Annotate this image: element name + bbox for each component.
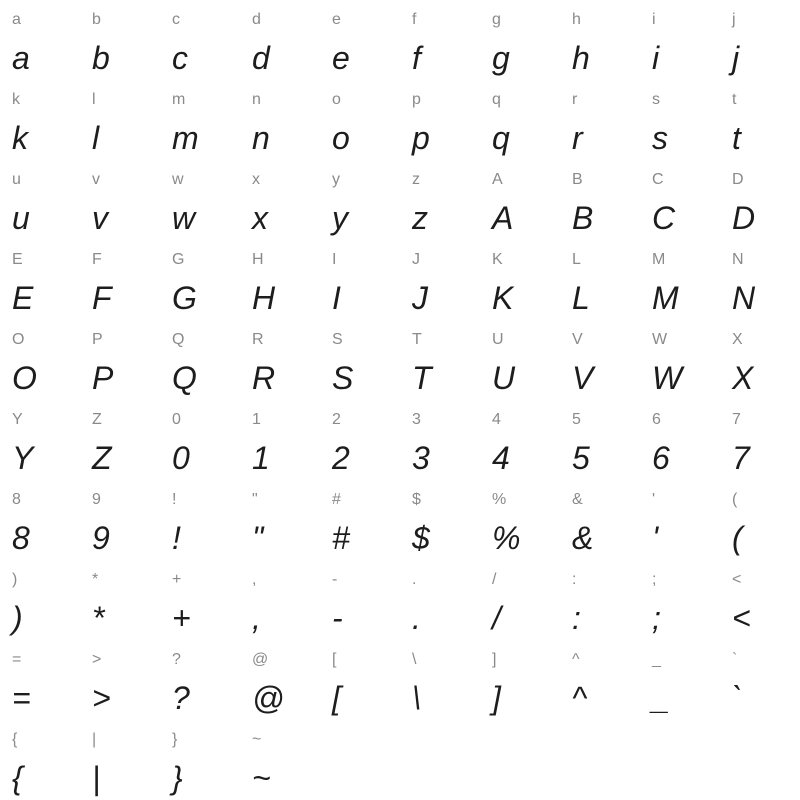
char-cell	[240, 640, 320, 720]
char-glyph: Z	[92, 440, 113, 476]
char-label: !	[172, 491, 177, 508]
char-glyph: [	[332, 680, 342, 716]
char-label: $	[412, 491, 421, 508]
char-glyph: r	[572, 120, 584, 156]
char-cell	[400, 560, 480, 640]
char-glyph: D	[732, 200, 756, 236]
char-cell	[320, 480, 400, 560]
char-label: &	[572, 491, 583, 508]
char-cell	[320, 240, 400, 320]
char-glyph: Y	[12, 440, 34, 476]
char-glyph: s	[652, 120, 669, 156]
char-glyph: V	[572, 360, 594, 396]
char-glyph: i	[652, 40, 660, 76]
char-label: A	[492, 171, 503, 188]
char-label: V	[572, 331, 583, 348]
char-cell	[240, 160, 320, 240]
char-cell	[560, 320, 640, 400]
char-glyph: Q	[172, 360, 198, 396]
char-glyph: K	[492, 280, 514, 316]
char-glyph: 0	[172, 440, 191, 476]
char-label: /	[492, 571, 497, 588]
char-glyph: ?	[172, 680, 191, 716]
char-cell	[480, 480, 560, 560]
char-glyph: `	[732, 680, 744, 716]
char-label: q	[492, 91, 501, 108]
char-cell	[160, 240, 240, 320]
char-glyph: k	[12, 120, 29, 156]
char-label: z	[412, 171, 420, 188]
char-cell	[80, 720, 160, 800]
char-cell	[160, 640, 240, 720]
char-cell	[0, 400, 80, 480]
char-label: P	[92, 331, 103, 348]
char-cell	[640, 0, 720, 80]
char-label: 3	[412, 411, 421, 428]
char-label: G	[172, 251, 185, 268]
char-glyph: +	[172, 600, 192, 636]
char-glyph: 2	[332, 440, 351, 476]
char-label: 4	[492, 411, 501, 428]
char-label: |	[92, 731, 97, 748]
char-label: 8	[12, 491, 21, 508]
char-glyph: f	[412, 40, 422, 76]
char-glyph: w	[172, 200, 196, 236]
char-label: I	[332, 251, 337, 268]
char-glyph: G	[172, 280, 198, 316]
char-label: F	[92, 251, 102, 268]
char-label: m	[172, 91, 186, 108]
char-label: b	[92, 11, 101, 28]
char-cell	[560, 240, 640, 320]
char-glyph: ,	[252, 600, 262, 636]
char-label: _	[652, 651, 661, 668]
char-cell	[640, 80, 720, 160]
char-cell	[80, 320, 160, 400]
char-label: M	[652, 251, 666, 268]
char-label: r	[572, 91, 578, 108]
char-glyph: }	[172, 760, 184, 796]
char-label: (	[732, 491, 738, 508]
char-cell	[80, 560, 160, 640]
char-label: w	[172, 171, 184, 188]
char-cell	[560, 0, 640, 80]
char-glyph: I	[332, 280, 342, 316]
char-label: i	[652, 11, 656, 28]
char-label: ^	[572, 651, 580, 668]
char-cell	[320, 400, 400, 480]
char-label: {	[12, 731, 18, 748]
char-glyph: H	[252, 280, 276, 316]
char-label: 5	[572, 411, 581, 428]
char-glyph: q	[492, 120, 511, 156]
char-glyph: &	[572, 520, 594, 556]
char-glyph: -	[332, 600, 344, 636]
char-label: p	[412, 91, 421, 108]
char-cell	[720, 480, 800, 560]
char-label: `	[732, 651, 738, 668]
char-glyph: a	[12, 40, 31, 76]
char-cell	[80, 80, 160, 160]
char-cell	[240, 80, 320, 160]
char-label: g	[492, 11, 501, 28]
char-cell	[400, 240, 480, 320]
char-cell	[560, 480, 640, 560]
char-glyph: {	[12, 760, 24, 796]
char-glyph: <	[732, 600, 752, 636]
char-glyph: :	[572, 600, 582, 636]
char-cell	[640, 480, 720, 560]
char-glyph: A	[492, 200, 514, 236]
char-label: k	[12, 91, 20, 108]
char-label: H	[252, 251, 264, 268]
char-label: O	[12, 331, 25, 348]
char-cell	[640, 320, 720, 400]
char-glyph: R	[252, 360, 276, 396]
char-glyph: L	[572, 280, 591, 316]
char-glyph: c	[172, 40, 189, 76]
char-glyph: ~	[252, 760, 272, 796]
char-cell	[80, 480, 160, 560]
char-cell	[160, 0, 240, 80]
char-cell	[560, 80, 640, 160]
char-cell	[400, 160, 480, 240]
char-label: d	[252, 11, 261, 28]
char-label: 6	[652, 411, 661, 428]
char-cell	[240, 0, 320, 80]
char-cell	[240, 560, 320, 640]
char-cell	[240, 720, 320, 800]
char-cell	[160, 480, 240, 560]
char-cell	[0, 320, 80, 400]
char-label: S	[332, 331, 343, 348]
char-glyph: .	[412, 600, 422, 636]
char-label: e	[332, 11, 341, 28]
char-cell	[640, 560, 720, 640]
char-glyph: B	[572, 200, 594, 236]
char-cell	[0, 240, 80, 320]
char-cell	[0, 480, 80, 560]
char-glyph: j	[732, 40, 740, 76]
char-glyph: '	[652, 520, 659, 556]
char-glyph: v	[92, 200, 109, 236]
char-label: D	[732, 171, 744, 188]
char-glyph: S	[332, 360, 354, 396]
char-glyph: %	[492, 520, 521, 556]
char-glyph: F	[92, 280, 113, 316]
char-glyph: p	[412, 120, 431, 156]
char-label: ;	[652, 571, 657, 588]
char-cell	[480, 640, 560, 720]
char-cell	[240, 480, 320, 560]
char-cell	[320, 160, 400, 240]
char-label: N	[732, 251, 744, 268]
char-glyph: "	[252, 520, 264, 556]
char-label: Y	[12, 411, 23, 428]
char-label: .	[412, 571, 417, 588]
char-glyph: u	[12, 200, 31, 236]
char-cell	[160, 400, 240, 480]
char-glyph: m	[172, 120, 200, 156]
char-glyph: M	[652, 280, 680, 316]
char-cell	[320, 320, 400, 400]
char-label: Q	[172, 331, 185, 348]
char-cell	[240, 400, 320, 480]
char-label: E	[12, 251, 23, 268]
char-cell	[720, 80, 800, 160]
char-cell	[320, 640, 400, 720]
char-glyph: g	[492, 40, 511, 76]
char-cell	[160, 720, 240, 800]
char-glyph: W	[652, 360, 683, 396]
char-label: o	[332, 91, 341, 108]
char-glyph: b	[92, 40, 111, 76]
char-cell	[480, 160, 560, 240]
char-cell	[720, 560, 800, 640]
char-cell	[80, 400, 160, 480]
char-label: *	[92, 571, 99, 588]
char-glyph: #	[332, 520, 351, 556]
char-glyph: ]	[492, 680, 502, 716]
char-label: %	[492, 491, 507, 508]
char-label: h	[572, 11, 581, 28]
char-glyph: C	[652, 200, 676, 236]
char-label: J	[412, 251, 420, 268]
char-glyph: _	[652, 680, 671, 716]
char-cell	[400, 480, 480, 560]
char-glyph: \	[412, 680, 422, 716]
char-glyph: O	[12, 360, 38, 396]
char-cell	[160, 560, 240, 640]
char-cell	[320, 560, 400, 640]
char-glyph: 5	[572, 440, 591, 476]
char-label: "	[252, 491, 258, 508]
char-label: X	[732, 331, 743, 348]
char-label: T	[412, 331, 422, 348]
char-cell	[400, 320, 480, 400]
char-label: =	[12, 651, 22, 668]
char-label: f	[412, 11, 417, 28]
char-cell	[560, 640, 640, 720]
char-label: 2	[332, 411, 341, 428]
char-glyph: e	[332, 40, 351, 76]
char-label: j	[732, 11, 736, 28]
char-cell	[400, 80, 480, 160]
char-label: -	[332, 571, 338, 588]
char-label: U	[492, 331, 504, 348]
char-glyph: 8	[12, 520, 31, 556]
char-label: s	[652, 91, 660, 108]
char-cell	[320, 80, 400, 160]
char-cell	[720, 160, 800, 240]
char-glyph: n	[252, 120, 271, 156]
char-cell	[400, 0, 480, 80]
char-cell	[480, 0, 560, 80]
char-cell	[640, 400, 720, 480]
char-cell	[720, 320, 800, 400]
char-label: n	[252, 91, 261, 108]
char-label: #	[332, 491, 341, 508]
char-label: +	[172, 571, 182, 588]
char-label: ,	[252, 571, 257, 588]
char-glyph: @	[252, 680, 285, 716]
char-glyph: 9	[92, 520, 111, 556]
char-cell	[480, 560, 560, 640]
char-cell	[720, 640, 800, 720]
char-cell	[160, 320, 240, 400]
char-glyph: z	[412, 200, 429, 236]
char-glyph: *	[92, 600, 105, 636]
char-cell	[80, 240, 160, 320]
char-label: c	[172, 11, 180, 28]
char-cell	[0, 160, 80, 240]
char-label: :	[572, 571, 577, 588]
char-glyph: 7	[732, 440, 751, 476]
char-cell	[400, 400, 480, 480]
char-cell	[320, 0, 400, 80]
char-glyph: =	[12, 680, 32, 716]
char-cell	[720, 0, 800, 80]
char-cell	[0, 0, 80, 80]
char-cell	[560, 400, 640, 480]
char-label: t	[732, 91, 737, 108]
char-cell	[640, 640, 720, 720]
char-label: >	[92, 651, 102, 668]
char-cell	[640, 240, 720, 320]
char-label: C	[652, 171, 664, 188]
char-glyph: h	[572, 40, 591, 76]
char-glyph: P	[92, 360, 114, 396]
char-glyph: 4	[492, 440, 511, 476]
char-glyph: ;	[652, 600, 662, 636]
char-label: Z	[92, 411, 102, 428]
char-label: 9	[92, 491, 101, 508]
char-label: )	[12, 571, 18, 588]
char-glyph: !	[172, 520, 182, 556]
char-label: ?	[172, 651, 181, 668]
char-label: L	[572, 251, 581, 268]
char-cell	[480, 240, 560, 320]
char-glyph: /	[492, 600, 502, 636]
char-label: \	[412, 651, 417, 668]
char-label: K	[492, 251, 503, 268]
char-label: @	[252, 651, 269, 668]
char-glyph: (	[732, 520, 744, 556]
char-cell	[0, 640, 80, 720]
char-cell	[480, 80, 560, 160]
char-cell	[640, 160, 720, 240]
char-cell	[160, 160, 240, 240]
char-cell	[720, 400, 800, 480]
char-glyph: d	[252, 40, 271, 76]
char-glyph: )	[12, 600, 24, 636]
char-cell	[240, 240, 320, 320]
char-cell	[240, 320, 320, 400]
char-label: u	[12, 171, 21, 188]
char-cell	[80, 0, 160, 80]
char-label: '	[652, 491, 656, 508]
char-label: ~	[252, 731, 262, 748]
char-glyph: 6	[652, 440, 671, 476]
char-glyph: U	[492, 360, 516, 396]
char-label: a	[12, 11, 21, 28]
char-cell	[480, 320, 560, 400]
char-cell	[0, 720, 80, 800]
char-cell	[80, 160, 160, 240]
char-label: x	[252, 171, 260, 188]
char-glyph: t	[732, 120, 742, 156]
char-label: B	[572, 171, 583, 188]
char-cell	[480, 400, 560, 480]
char-glyph: 3	[412, 440, 431, 476]
char-glyph: o	[332, 120, 351, 156]
char-label: v	[92, 171, 100, 188]
char-glyph: N	[732, 280, 756, 316]
char-cell	[0, 80, 80, 160]
char-glyph: J	[412, 280, 429, 316]
char-glyph: l	[92, 120, 100, 156]
char-label: 7	[732, 411, 741, 428]
char-glyph: ^	[572, 680, 588, 716]
char-glyph: 1	[252, 440, 271, 476]
char-label: <	[732, 571, 742, 588]
char-cell	[400, 640, 480, 720]
char-label: l	[92, 91, 96, 108]
char-cell	[560, 560, 640, 640]
char-label: y	[332, 171, 340, 188]
char-label: 1	[252, 411, 261, 428]
char-glyph: T	[412, 360, 433, 396]
char-label: R	[252, 331, 264, 348]
char-cell	[80, 640, 160, 720]
char-label: [	[332, 651, 337, 668]
char-glyph: >	[92, 680, 112, 716]
char-label: }	[172, 731, 178, 748]
char-glyph: x	[252, 200, 269, 236]
char-cell	[720, 240, 800, 320]
char-glyph: $	[412, 520, 431, 556]
char-glyph: |	[92, 760, 101, 796]
char-label: W	[652, 331, 668, 348]
char-glyph: X	[732, 360, 754, 396]
char-cell	[0, 560, 80, 640]
char-cell	[160, 80, 240, 160]
char-label: ]	[492, 651, 497, 668]
char-label: 0	[172, 411, 181, 428]
char-glyph: y	[332, 200, 349, 236]
char-cell	[560, 160, 640, 240]
char-glyph: E	[12, 280, 34, 316]
